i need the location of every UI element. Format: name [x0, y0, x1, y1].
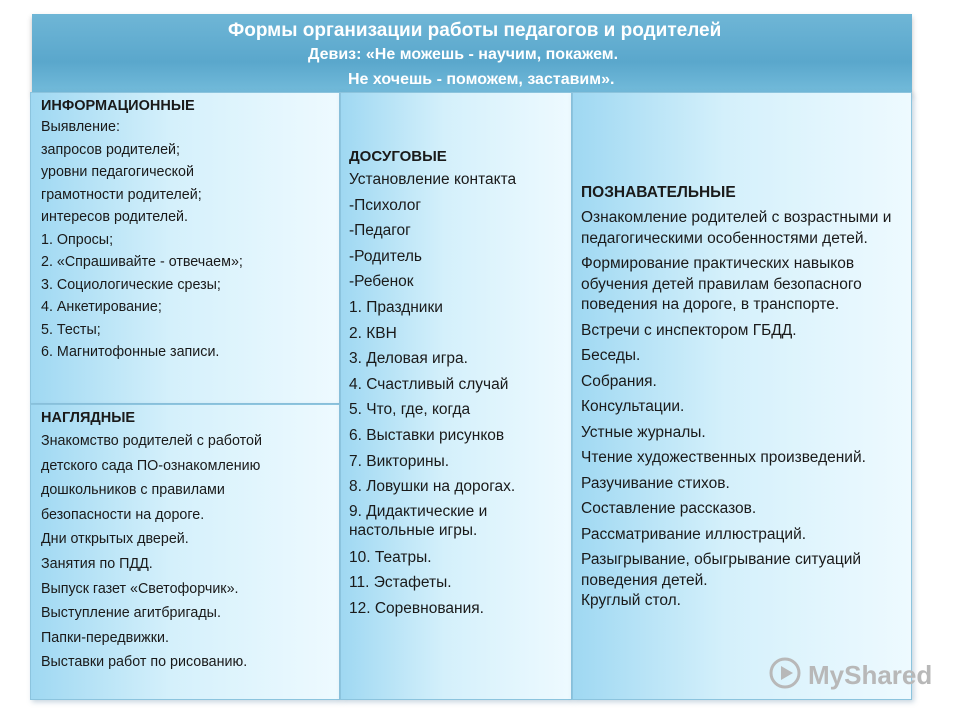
info-line: уровни педагогической [41, 164, 194, 180]
leisure-heading: ДОСУГОВЫЕ [349, 148, 447, 165]
info-line: 6. Магнитофонные записи. [41, 344, 220, 360]
leisure-line: -Психолог [349, 196, 422, 214]
cognitive-line: Круглый стол. [581, 592, 681, 609]
cognitive-line: Консультации. [581, 398, 685, 415]
info-line: 5. Тесты; [41, 321, 101, 338]
leisure-line: 4. Счастливый случай [349, 375, 509, 393]
info-line: запросов родителей; [41, 141, 181, 158]
info-line: 4. Анкетирование; [41, 299, 162, 315]
leisure-line: 11. Эстафеты. [349, 574, 452, 592]
cognitive-line: Рассматривание иллюстраций. [581, 525, 807, 543]
leisure-line: 3. Деловая игра. [349, 350, 468, 368]
watermark-text: MyShared [808, 659, 933, 690]
motto-line-1: Девиз: «Не можешь - научим, покажем. [308, 46, 619, 63]
cognitive-line: Формирование практических навыков обучения детей правилам безопасного поведения на дороге, в транспорте. [581, 255, 862, 313]
visual-line: Выпуск газет «Светофорчик». [41, 580, 239, 597]
cognitive-line: Разыгрывание, обыгрывание ситуаций поведения детей. [581, 551, 862, 589]
visual-line: Занятия по ПДД. [41, 555, 153, 572]
leisure-line: -Ребенок [349, 273, 414, 291]
header-banner [32, 14, 912, 94]
info-line: Выявление: [41, 119, 120, 135]
leisure-line: -Педагог [349, 222, 411, 240]
visual-line: Выставки работ по рисованию. [41, 654, 248, 671]
leisure-line: Установление контакта [349, 171, 517, 188]
cognitive-line: Устные журналы. [581, 423, 706, 441]
leisure-panel [340, 92, 572, 700]
leisure-line: 1. Праздники [349, 298, 443, 316]
info-line: интересов родителей. [41, 209, 188, 225]
visual-line: детского сада ПО-ознакомлению [41, 457, 261, 474]
info-line: 2. «Спрашивайте - отвечаем»; [41, 254, 243, 270]
info-panel [30, 92, 340, 404]
leisure-line: 5. Что, где, когда [349, 401, 471, 419]
leisure-line: 6. Выставки рисунков [349, 426, 505, 444]
leisure-line: 7. Викторины. [349, 452, 450, 470]
info-line: грамотности родителей; [41, 186, 202, 203]
info-heading: ИНФОРМАЦИОННЫЕ [41, 98, 195, 114]
cognitive-line: Разучивание стихов. [581, 474, 730, 492]
visual-line: Папки-передвижки. [41, 629, 169, 646]
leisure-line: -Родитель [349, 247, 422, 265]
leisure-line: 2. КВН [349, 324, 397, 342]
visual-line: Знакомство родителей с работой [41, 433, 262, 449]
cognitive-line: Встречи с инспектором ГБДД. [581, 321, 797, 339]
cognitive-line: Ознакомление родителей с возрастными и педагогическими особенностями детей. [581, 209, 892, 247]
myshared-logo-icon [768, 656, 802, 695]
visual-line: Дни открытых дверей. [41, 531, 189, 548]
cognitive-line: Составление рассказов. [581, 500, 757, 517]
visual-panel [30, 404, 340, 700]
motto-line-2: Не хочешь - поможем, заставим». [348, 71, 615, 88]
cognitive-heading: ПОЗНАВАТЕЛЬНЫЕ [581, 184, 736, 201]
page-title: Формы организации работы педагогов и родителей [228, 20, 722, 41]
info-line: 3. Социологические срезы; [41, 276, 221, 293]
cognitive-panel [572, 92, 912, 700]
myshared-watermark [768, 656, 932, 694]
leisure-line: 12. Соревнования. [349, 599, 484, 617]
cognitive-line: Беседы. [581, 347, 641, 364]
leisure-line: 8. Ловушки на дорогах. [349, 478, 516, 496]
leisure-line: 10. Театры. [349, 548, 432, 566]
cognitive-line: Собрания. [581, 372, 657, 390]
leisure-line: 9. Дидактические и настольные игры. [349, 502, 488, 540]
visual-line: безопасности на дороге. [41, 506, 205, 523]
visual-line: дошкольников с правилами [41, 482, 225, 499]
visual-line: Выступление агитбригады. [41, 605, 221, 622]
cognitive-line: Чтение художественных произведений. [581, 449, 866, 466]
visual-heading: НАГЛЯДНЫЕ [41, 410, 136, 426]
info-line: 1. Опросы; [41, 231, 114, 248]
